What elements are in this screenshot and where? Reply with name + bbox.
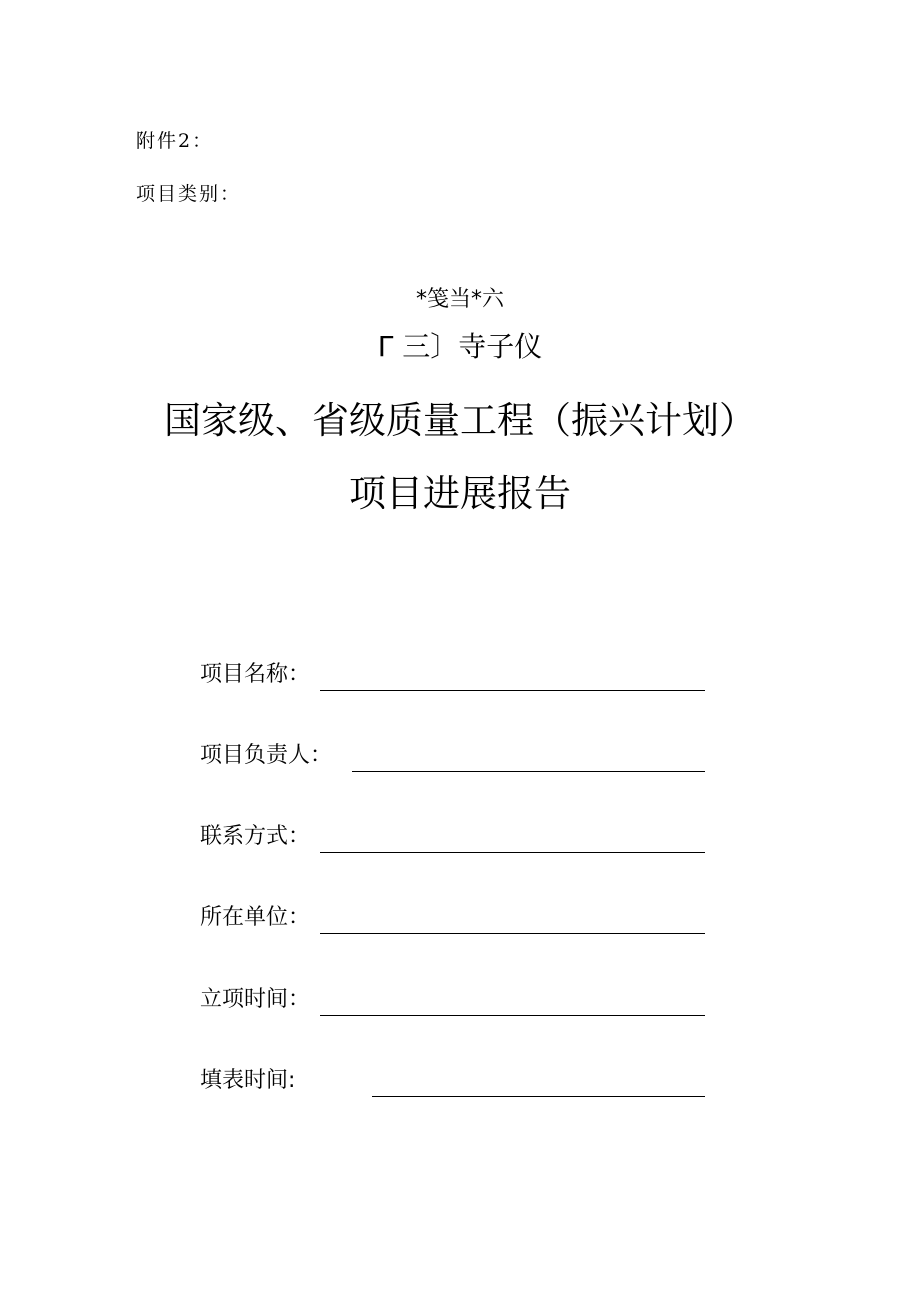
field-label: 立项时间： xyxy=(200,987,311,1012)
fill-in-line[interactable] xyxy=(352,771,705,772)
form-field-approval-date xyxy=(200,982,705,1016)
field-label: 项目负责人： xyxy=(200,743,333,768)
field-label: 填表时间: xyxy=(200,1068,296,1093)
fill-in-line[interactable] xyxy=(320,852,705,853)
project-category-label: 项目类别： xyxy=(136,183,242,205)
fill-in-line[interactable] xyxy=(320,1015,705,1016)
form-field-unit xyxy=(200,900,705,934)
form-field-contact xyxy=(200,819,705,853)
field-label: 所在单位： xyxy=(200,905,311,930)
form-field-project-name xyxy=(200,657,705,691)
garbled-text-line-2: Γ 三〕寺子仪 xyxy=(377,330,543,363)
document-title-line-2: 项目进展报告 xyxy=(349,472,571,515)
form-field-fill-date xyxy=(200,1063,705,1097)
document-title-line-1: 国家级、省级质量工程（振兴计划） xyxy=(164,399,756,442)
fill-in-line[interactable] xyxy=(372,1096,705,1097)
garbled-text-line-1: *笺当*六 xyxy=(415,287,504,312)
form-field-project-leader xyxy=(200,738,705,772)
fill-in-line[interactable] xyxy=(320,933,705,934)
fill-in-line[interactable] xyxy=(320,690,705,691)
field-label: 项目名称： xyxy=(200,662,311,687)
field-label: 联系方式： xyxy=(200,824,311,849)
attachment-label: 附件2： xyxy=(136,130,214,152)
